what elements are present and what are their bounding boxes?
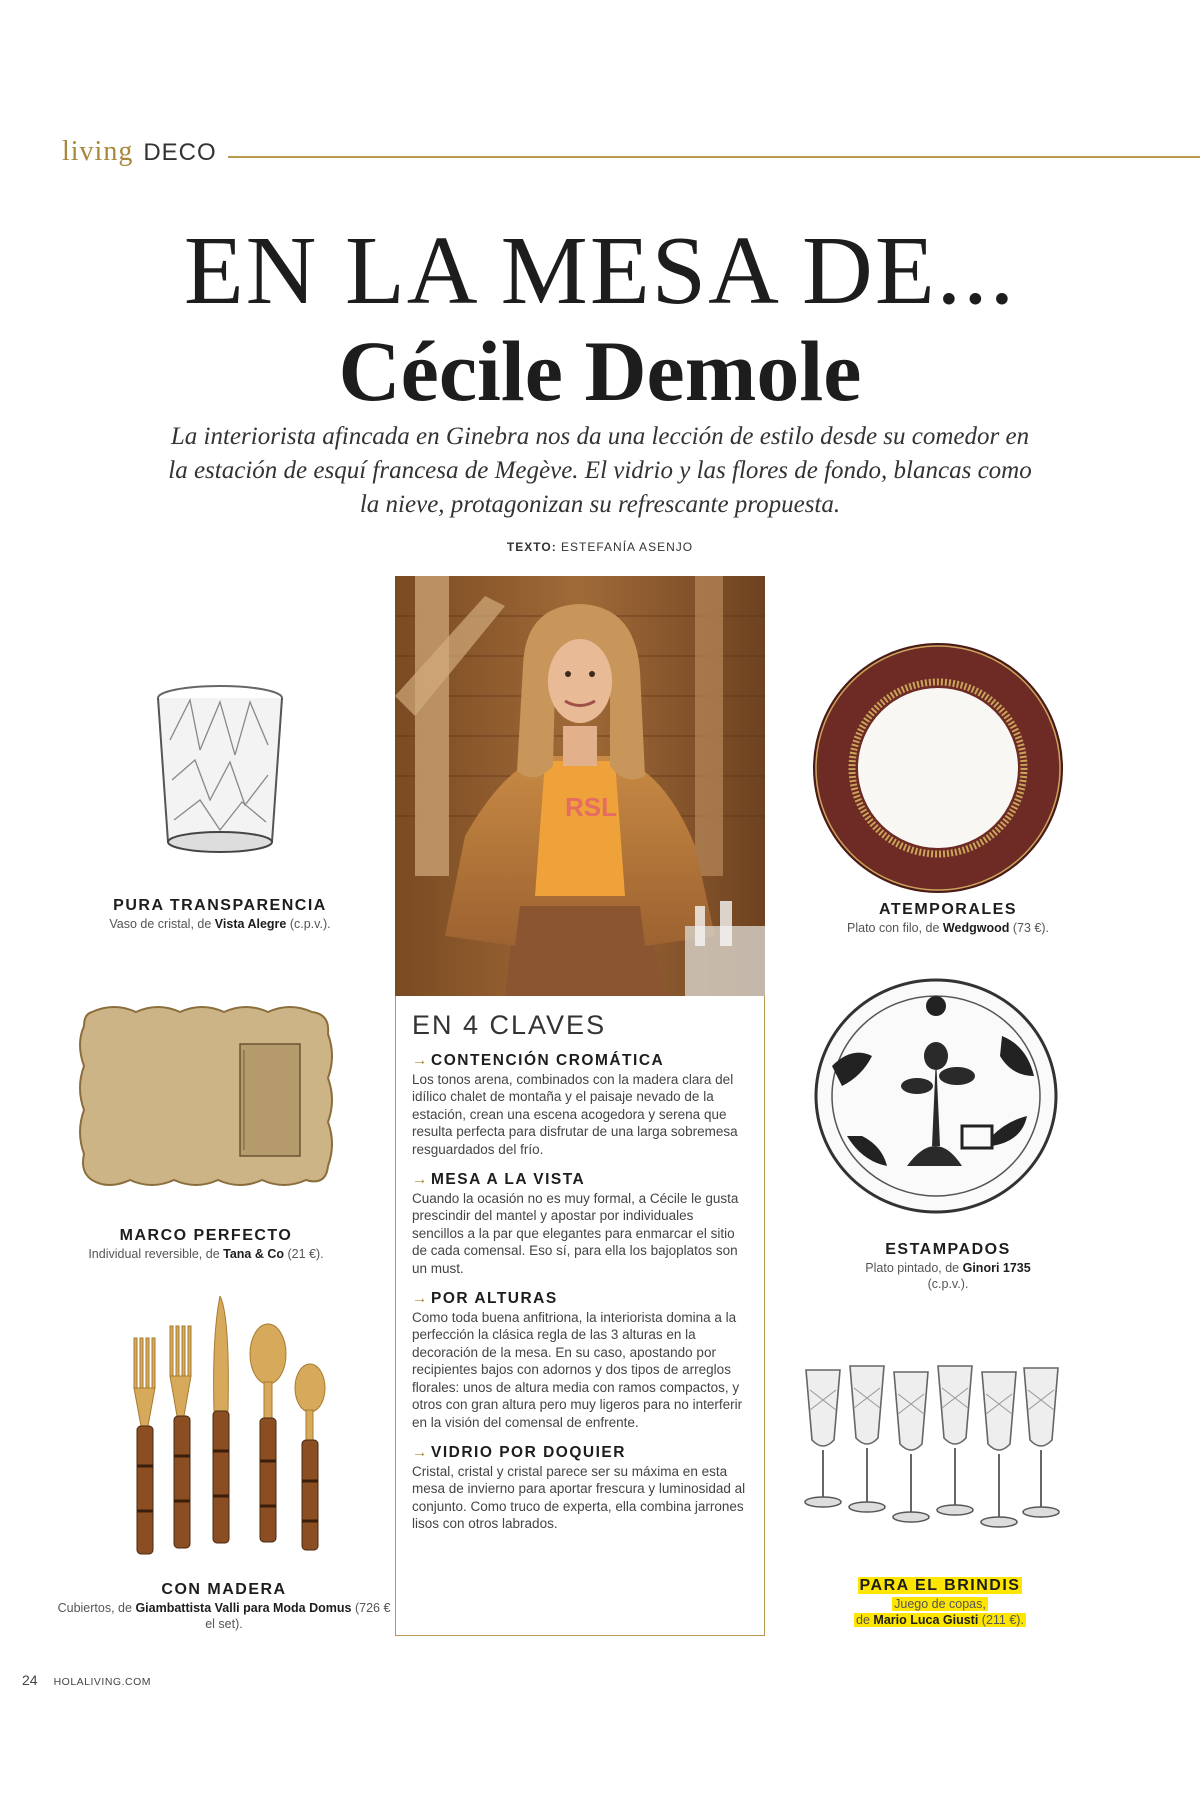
clave-body: Cristal, cristal y cristal parece ser su máxima en esta mesa de invierno para aportar frescura y luminosidad al conjunto. Como truco de experta, ella combina jarrones lisos con otros labrados. xyxy=(412,1463,746,1532)
portrait-photo xyxy=(395,576,765,996)
clave-body: Cuando la ocasión no es muy formal, a Cécile le gusta prescindir del mantel y apostar por individuales sencillos a la par que elegantes para enmarcar el sitio de cada comensal. Eso sí, para ella los bajoplatos son un must. xyxy=(412,1191,739,1276)
champagne-flutes-image xyxy=(800,1360,1066,1532)
product-caption-vaso xyxy=(50,896,390,932)
product-caption-individual xyxy=(36,1226,376,1262)
product-name: ESTAMPADOS xyxy=(885,1241,1011,1258)
arrow-right-icon: → xyxy=(412,1171,429,1189)
product-price: (73 €). xyxy=(1012,921,1049,935)
portrait-illustration xyxy=(395,576,765,996)
clave-heading xyxy=(412,1051,748,1071)
site-url: HOLALIVING.COM xyxy=(53,1676,152,1688)
product-name-highlight: PARA EL BRINDIS xyxy=(859,1577,1021,1594)
product-caption-cubiertos xyxy=(54,1580,394,1632)
product-caption-plato xyxy=(778,900,1118,936)
product-brand: Vista Alegre xyxy=(214,917,287,931)
glass-tumbler-image xyxy=(150,680,290,860)
claves-title: EN 4 CLAVES xyxy=(412,1010,607,1040)
clave-body: Los tonos arena, combinados con la madera clara del idílico chalet de montaña y el paisaje nevado de la estación, crean una escena acogedora y serena que resulta perfecta para disfrutar de una larga sobremesa resguardados del frío. xyxy=(412,1072,738,1157)
product-caption-estampado xyxy=(778,1240,1118,1292)
clave-heading xyxy=(412,1443,748,1463)
product-name: MARCO PERFECTO xyxy=(119,1227,293,1244)
product-desc: Individual reversible, de Tana & Co (21 €). xyxy=(88,1247,324,1261)
byline xyxy=(0,540,1200,554)
clave-heading-text: POR ALTURAS xyxy=(431,1290,558,1308)
product-caption-copas xyxy=(770,1576,1110,1628)
clave-heading-text: CONTENCIÓN CROMÁTICA xyxy=(431,1052,665,1069)
headline-line-2: Cécile Demole xyxy=(338,323,862,419)
product-price: (726 € el set). xyxy=(205,1601,391,1631)
clave-heading-text: MESA A LA VISTA xyxy=(431,1171,586,1189)
clave-heading xyxy=(412,1289,748,1309)
byline-label: TEXTO: xyxy=(506,540,557,554)
product-name: ATEMPORALES xyxy=(879,901,1017,918)
intro-text: La interiorista afincada en Ginebra nos da una lección de estilo desde su comedor en la estación de esquí francesa de Megève. El vidrio y las flores de fondo, blancas como la nieve, protagonizan su refrescante propuesta. xyxy=(168,423,1032,518)
patterned-plate-image xyxy=(812,976,1060,1216)
cutlery-set-image xyxy=(128,1296,334,1556)
clave-heading xyxy=(412,1170,748,1190)
product-brand: Giambattista Valli para Moda Domus xyxy=(135,1601,352,1615)
headline-line-1: EN LA MESA DE... xyxy=(183,217,1017,325)
clave-item xyxy=(412,1443,748,1533)
section-label xyxy=(62,136,217,176)
product-price: (c.p.v.). xyxy=(927,1277,969,1291)
claves-box xyxy=(395,996,765,1636)
product-desc: Vaso de cristal, de Vista Alegre (c.p.v.). xyxy=(109,917,331,931)
product-desc: Plato pintado, de Ginori 1735 (c.p.v.). xyxy=(865,1261,1031,1291)
product-desc: Juego de copas, de Mario Luca Giusti (211 €). xyxy=(856,1597,1024,1627)
clave-item xyxy=(412,1170,748,1277)
product-price: (c.p.v.). xyxy=(289,917,331,931)
subsection-name: DECO xyxy=(143,139,217,166)
svg-text:RSL: RSL xyxy=(565,792,617,822)
arrow-right-icon: → xyxy=(412,1290,429,1308)
product-brand: Wedgwood xyxy=(942,921,1010,935)
clave-item xyxy=(412,1289,748,1431)
product-name: PURA TRANSPARENCIA xyxy=(113,897,327,914)
clave-body: Como toda buena anfitriona, la interiorista domina a la perfección la clásica regla de las 3 alturas en la decoración de la mesa. En su caso, apostando por recipientes bajos con adornos y dos tipos de arreglos florales: unos de altura media con ramos compactos, y otros con gran altura pero muy ligeros para no interferir en la visión del comensal de enfrente. xyxy=(412,1310,743,1430)
arrow-right-icon: → xyxy=(412,1052,429,1069)
placemat-image xyxy=(78,1004,336,1188)
byline-author: ESTEFANÍA ASENJO xyxy=(561,540,694,554)
product-price: (211 €). xyxy=(981,1613,1024,1627)
header-rule xyxy=(228,156,1200,158)
product-brand: Mario Luca Giusti xyxy=(873,1613,979,1627)
arrow-right-icon: → xyxy=(412,1443,429,1461)
clave-heading-text: VIDRIO POR DOQUIER xyxy=(431,1443,626,1461)
page-number: 24 xyxy=(22,1672,38,1688)
clave-item xyxy=(412,1051,748,1158)
page-footer xyxy=(22,1672,151,1688)
product-brand: Ginori 1735 xyxy=(962,1261,1031,1275)
burgundy-plate-image xyxy=(810,640,1066,896)
product-name: CON MADERA xyxy=(161,1581,287,1598)
section-name: living xyxy=(62,136,134,167)
product-desc: Plato con filo, de Wedgwood (73 €). xyxy=(847,921,1049,935)
product-desc: Cubiertos, de Giambattista Valli para Moda Domus (726 € el set). xyxy=(57,1601,391,1631)
product-price: (21 €). xyxy=(287,1247,324,1261)
product-brand: Tana & Co xyxy=(223,1247,285,1261)
product-name xyxy=(770,1576,1110,1596)
